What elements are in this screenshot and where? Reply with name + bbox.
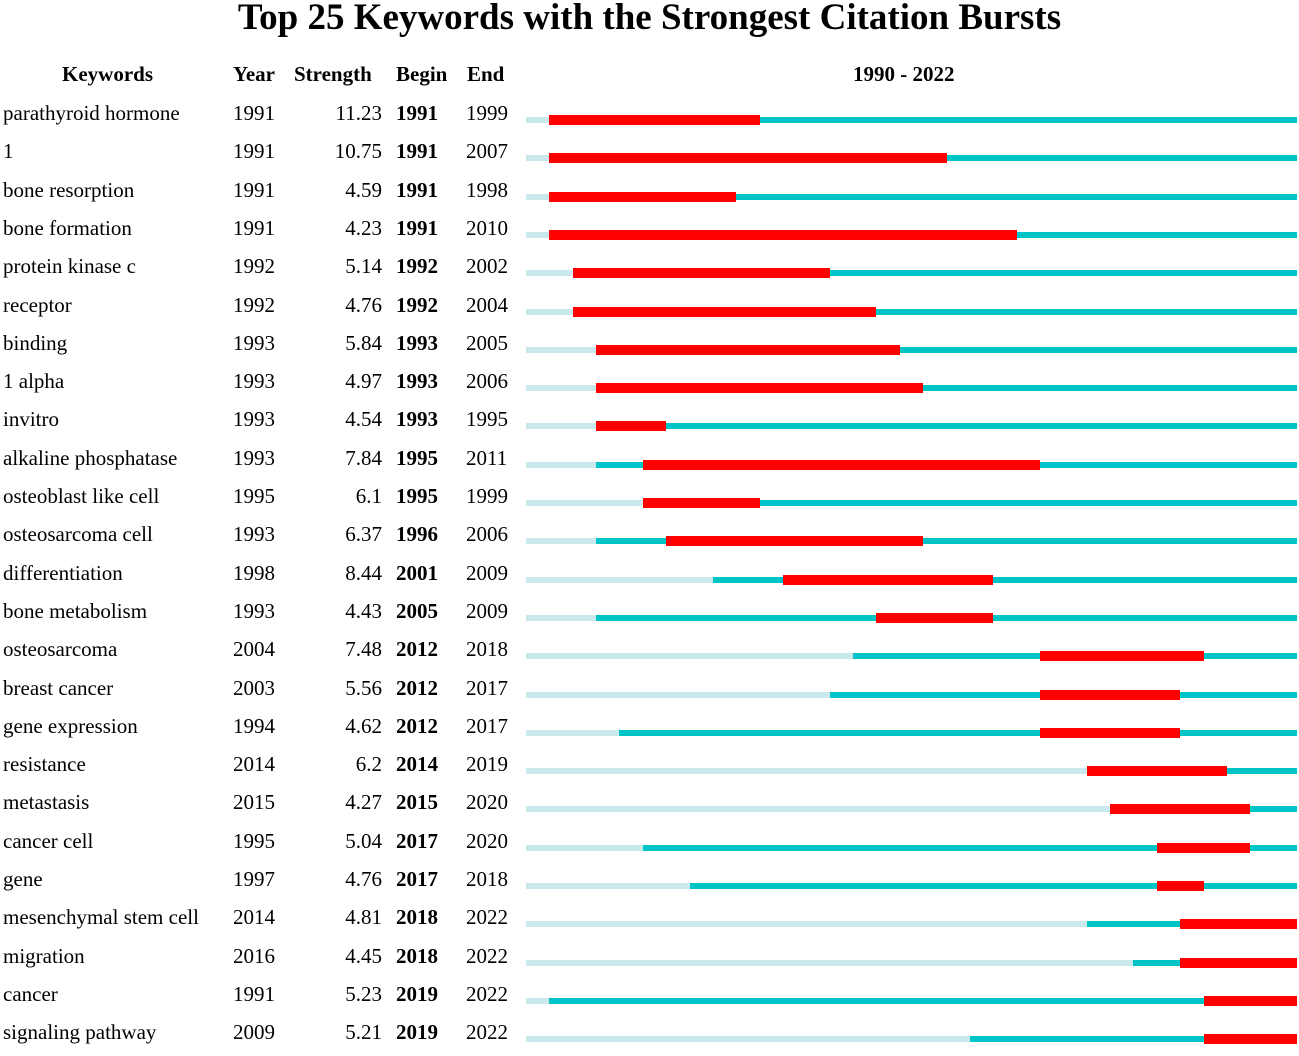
year-cell: 1995 [233,828,275,853]
header-range: 1990 - 2022 [853,62,955,86]
burst-bar [876,613,993,623]
strength-cell: 7.84 [345,445,382,470]
year-cell: 1991 [233,139,275,164]
end-cell: 2019 [466,752,508,777]
timeline-pre-segment [526,232,549,238]
keyword-cell: protein kinase c [3,254,136,279]
year-cell: 1994 [233,713,275,738]
year-cell: 2014 [233,752,275,777]
keyword-cell: gene [3,867,43,891]
keyword-cell: gene expression [3,713,138,738]
table-row [0,520,1299,558]
begin-cell: 2017 [396,828,438,853]
strength-cell: 4.45 [345,943,382,968]
year-cell: 1991 [233,215,275,240]
end-cell: 2017 [466,675,508,700]
burst-bar [596,421,666,431]
strength-cell: 4.43 [345,598,382,623]
burst-bar [1157,881,1204,891]
keyword-cell: mesenchymal stem cell [3,905,199,930]
burst-bar [1040,651,1204,661]
keyword-cell: 1 [3,139,14,164]
strength-cell: 5.56 [345,675,382,700]
end-cell: 2009 [466,598,508,623]
table-row [0,214,1299,252]
year-cell: 1993 [233,598,275,623]
end-cell: 1999 [466,101,508,125]
timeline-pre-segment [526,960,1133,966]
timeline-track [526,883,1297,889]
keyword-cell: migration [3,943,85,968]
keyword-cell: alkaline phosphatase [3,445,178,470]
begin-cell: 2012 [396,713,438,738]
begin-cell: 1991 [396,177,438,202]
year-cell: 1992 [233,292,275,317]
strength-cell: 6.37 [345,522,382,547]
end-cell: 2005 [466,330,508,355]
strength-cell: 4.76 [345,292,382,317]
end-cell: 2010 [466,215,508,240]
timeline-pre-segment [526,155,549,161]
header-keywords: Keywords [62,62,153,86]
end-cell: 2022 [466,943,508,968]
timeline-pre-segment [526,347,596,353]
end-cell: 2004 [466,292,508,317]
year-cell: 2009 [233,1020,275,1045]
burst-bar [596,383,923,393]
strength-cell: 10.75 [334,139,382,164]
timeline-track [526,615,1297,621]
table-row [0,903,1299,941]
timeline-track [526,500,1297,506]
timeline-track [526,385,1297,391]
timeline-pre-segment [526,845,643,851]
strength-cell: 4.54 [345,407,382,432]
year-cell: 1991 [233,981,275,1006]
end-cell: 2017 [466,713,508,738]
burst-bar [1204,1034,1297,1044]
begin-cell: 2015 [396,790,438,815]
header-end: End [467,62,505,86]
strength-cell: 6.1 [355,484,382,508]
year-cell: 2014 [233,905,275,930]
timeline-pre-segment [526,998,549,1004]
burst-bar [573,268,830,278]
burst-bar [549,115,759,125]
burst-bar [596,345,900,355]
strength-cell: 6.2 [355,752,382,777]
year-cell: 1997 [233,867,275,891]
table-row [0,674,1299,712]
strength-cell: 4.62 [345,713,382,738]
table-row [0,980,1299,1018]
header-strength: Strength [294,62,372,86]
timeline-active-segment [619,730,1297,736]
table-row [0,712,1299,750]
end-cell: 2020 [466,790,508,815]
begin-cell: 1995 [396,445,438,470]
timeline-track [526,806,1297,812]
end-cell: 2022 [466,1020,508,1045]
timeline-active-segment [549,998,1297,1004]
strength-cell: 11.23 [335,101,382,125]
strength-cell: 5.21 [345,1020,382,1045]
burst-bar [783,575,993,585]
timeline-track [526,270,1297,276]
year-cell: 1993 [233,522,275,547]
begin-cell: 2018 [396,943,438,968]
keyword-cell: binding [3,330,68,355]
keyword-cell: resistance [3,752,86,777]
year-cell: 1993 [233,369,275,394]
end-cell: 2018 [466,867,508,891]
begin-cell: 1992 [396,292,438,317]
keyword-cell: osteoblast like cell [3,484,160,508]
table-row [0,942,1299,980]
year-cell: 1993 [233,330,275,355]
keyword-cell: 1 alpha [3,369,65,394]
end-cell: 2022 [466,905,508,930]
table-row [0,559,1299,597]
timeline-active-segment [596,423,1297,429]
keyword-cell: signaling pathway [3,1020,157,1045]
begin-cell: 1993 [396,330,438,355]
keyword-cell: osteosarcoma cell [3,522,153,547]
table-row [0,176,1299,214]
year-cell: 2004 [233,637,275,662]
timeline-active-segment [690,883,1297,889]
table-row [0,137,1299,175]
timeline-pre-segment [526,500,643,506]
table-row [0,99,1299,137]
burst-bar [573,307,877,317]
table-row [0,788,1299,826]
begin-cell: 1991 [396,101,438,125]
begin-cell: 2014 [396,752,438,777]
year-cell: 1995 [233,484,275,508]
burst-bar [1157,843,1250,853]
timeline-pre-segment [526,806,1110,812]
burst-bar [643,460,1040,470]
year-cell: 1998 [233,560,275,585]
begin-cell: 2017 [396,867,438,891]
timeline-track [526,309,1297,315]
burst-bar [549,192,736,202]
keyword-cell: bone metabolism [3,598,148,623]
keyword-cell: bone resorption [3,177,135,202]
timeline-pre-segment [526,615,596,621]
begin-cell: 2018 [396,905,438,930]
strength-cell: 4.27 [345,790,382,815]
table-row [0,635,1299,673]
begin-cell: 1991 [396,215,438,240]
table-row [0,444,1299,482]
begin-cell: 2001 [396,560,438,585]
timeline-track [526,117,1297,123]
table-row [0,367,1299,405]
timeline-track [526,155,1297,161]
year-cell: 1992 [233,254,275,279]
table-row [0,252,1299,290]
chart-title: Top 25 Keywords with the Strongest Citation Bursts [237,0,1062,38]
keyword-cell: osteosarcoma [3,637,118,662]
table-row [0,865,1299,903]
timeline-pre-segment [526,921,1087,927]
table-row [0,329,1299,367]
keyword-cell: receptor [3,292,72,317]
timeline-track [526,232,1297,238]
burst-bar [1040,690,1180,700]
timeline-pre-segment [526,653,853,659]
end-cell: 1995 [466,407,508,432]
begin-cell: 1996 [396,522,438,547]
end-cell: 2022 [466,981,508,1006]
end-cell: 2006 [466,522,508,547]
keyword-cell: parathyroid hormone [3,101,180,125]
keyword-cell: cancer [3,981,58,1006]
timeline-track [526,960,1297,966]
keyword-cell: bone formation [3,215,132,240]
year-cell: 1993 [233,445,275,470]
timeline-track [526,423,1297,429]
strength-cell: 8.44 [345,560,382,585]
table-row [0,291,1299,329]
end-cell: 2006 [466,369,508,394]
year-cell: 2015 [233,790,275,815]
burst-bar [1180,919,1297,929]
timeline-track [526,462,1297,468]
begin-cell: 1995 [396,484,438,508]
strength-cell: 5.84 [345,330,382,355]
timeline-pre-segment [526,730,619,736]
timeline-track [526,194,1297,200]
year-cell: 2003 [233,675,275,700]
header-year: Year [233,62,275,86]
table-row [0,405,1299,443]
timeline-track [526,692,1297,698]
timeline-pre-segment [526,194,549,200]
timeline-pre-segment [526,270,573,276]
timeline-pre-segment [526,692,830,698]
timeline-track [526,538,1297,544]
begin-cell: 2012 [396,675,438,700]
burst-bar [549,153,946,163]
strength-cell: 4.23 [345,215,382,240]
burst-bar [549,230,1016,240]
burst-bar [643,498,760,508]
burst-bar [666,536,923,546]
table-row [0,597,1299,635]
table-row [0,482,1299,520]
end-cell: 2018 [466,637,508,662]
strength-cell: 4.76 [345,867,382,891]
table-row [0,750,1299,788]
begin-cell: 2012 [396,637,438,662]
timeline-pre-segment [526,538,596,544]
burst-bar [1087,766,1227,776]
strength-cell: 5.23 [345,981,382,1006]
timeline-pre-segment [526,462,596,468]
timeline-pre-segment [526,1036,970,1042]
timeline-pre-segment [526,577,713,583]
begin-cell: 2005 [396,598,438,623]
timeline-pre-segment [526,883,690,889]
keyword-cell: breast cancer [3,675,114,700]
begin-cell: 1991 [396,139,438,164]
timeline-track [526,921,1297,927]
begin-cell: 1993 [396,407,438,432]
timeline-track [526,730,1297,736]
burst-bar [1040,728,1180,738]
strength-cell: 5.04 [345,828,382,853]
burst-bar [1110,804,1250,814]
timeline-track [526,998,1297,1004]
year-cell: 1991 [233,177,275,202]
timeline-track [526,768,1297,774]
keyword-cell: differentiation [3,560,123,585]
timeline-track [526,653,1297,659]
timeline-track [526,1036,1297,1042]
timeline-track [526,577,1297,583]
end-cell: 1998 [466,177,508,202]
timeline-pre-segment [526,385,596,391]
end-cell: 1999 [466,484,508,508]
keyword-cell: metastasis [3,790,90,815]
keyword-cell: cancer cell [3,828,94,853]
end-cell: 2020 [466,828,508,853]
table-row [0,827,1299,865]
year-cell: 1993 [233,407,275,432]
strength-cell: 7.48 [345,637,382,662]
begin-cell: 2019 [396,1020,438,1045]
timeline-pre-segment [526,768,1087,774]
strength-cell: 4.81 [345,905,382,930]
strength-cell: 5.14 [345,254,382,279]
end-cell: 2002 [466,254,508,279]
timeline-track [526,845,1297,851]
end-cell: 2007 [466,139,508,164]
strength-cell: 4.59 [345,177,382,202]
timeline-pre-segment [526,423,596,429]
end-cell: 2011 [466,445,508,470]
year-cell: 1991 [233,101,275,125]
strength-cell: 4.97 [345,369,382,394]
timeline-track [526,347,1297,353]
year-cell: 2016 [233,943,275,968]
keyword-cell: invitro [3,407,59,432]
burst-bar [1180,958,1297,968]
begin-cell: 1992 [396,254,438,279]
begin-cell: 1993 [396,369,438,394]
header-begin: Begin [396,62,448,86]
burst-bar [1204,996,1297,1006]
begin-cell: 2019 [396,981,438,1006]
table-row [0,1018,1299,1056]
timeline-pre-segment [526,117,549,123]
end-cell: 2009 [466,560,508,585]
timeline-pre-segment [526,309,573,315]
